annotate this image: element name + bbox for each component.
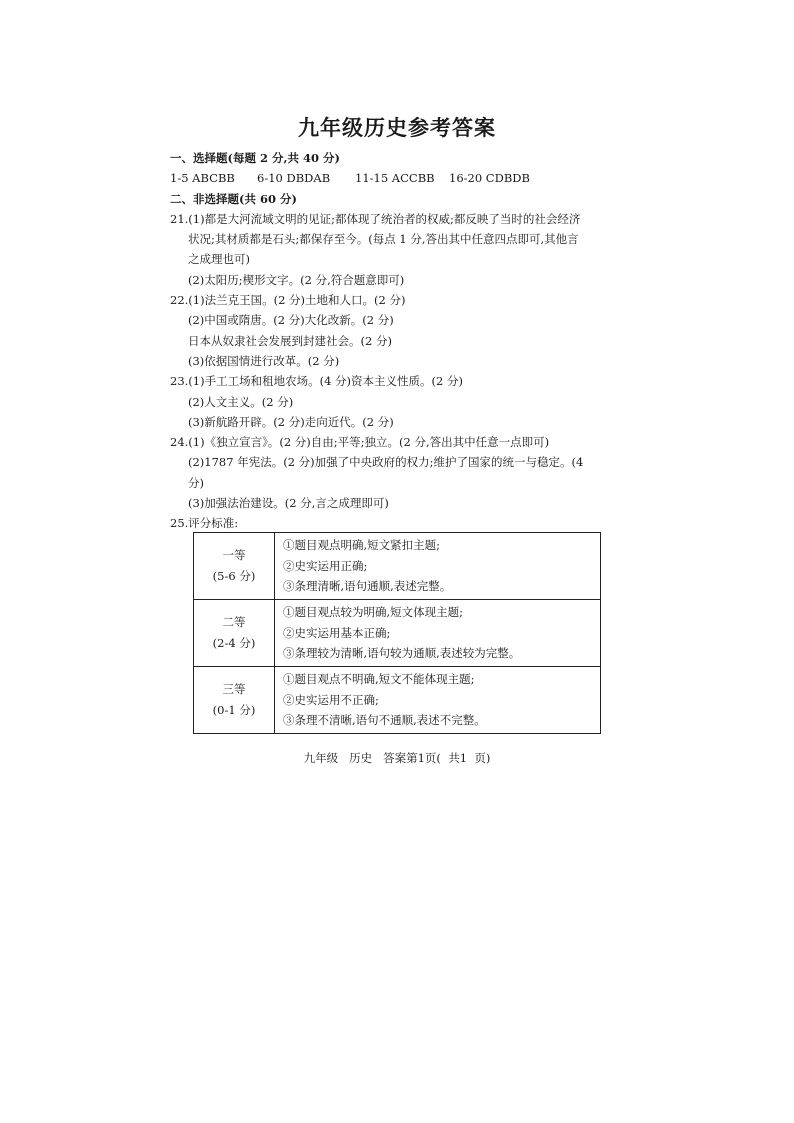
grade-range: (5-6 分) <box>212 569 256 583</box>
grade-cell <box>194 667 275 734</box>
q21-line4: (2)太阳历;楔形文字。(2 分,符合题意即可) <box>188 272 405 287</box>
grade-range: (0-1 分) <box>212 703 256 717</box>
q24-line1: 24.(1)《独立宣言》。(2 分)自由;平等;独立。(2 分,答出其中任意一点即可) <box>170 435 550 450</box>
multiple-choice-answers <box>170 168 640 188</box>
q22-line4: (3)依据国情进行改革。(2 分) <box>188 353 340 368</box>
mc-answer-1-5: 1-5 ABCBB <box>170 171 235 186</box>
page-title: 九年级历史参考答案 <box>298 115 496 140</box>
grade-name: 一等 <box>222 548 246 562</box>
q24-line2: (2)1787 年宪法。(2 分)加强了中央政府的权力;维护了国家的统一与稳定。(4 <box>188 455 584 470</box>
grade-range: (2-4 分) <box>212 636 256 650</box>
answer-content <box>170 148 640 534</box>
criteria-item: ②史实运用正确; <box>283 558 368 573</box>
section2-heading: 二、非选择题(共 60 分) <box>170 191 297 206</box>
q21-line3: 之成理也可) <box>188 252 250 267</box>
criteria-item: ①题目观点明确,短文紧扣主题; <box>283 538 441 553</box>
criteria-cell <box>275 533 601 600</box>
grade-name: 三等 <box>222 682 246 696</box>
q23-line1: 23.(1)手工工场和租地农场。(4 分)资本主义性质。(2 分) <box>170 374 463 389</box>
grade-cell <box>194 533 275 600</box>
q23-line2: (2)人文主义。(2 分) <box>188 394 294 409</box>
grading-row <box>194 533 601 600</box>
criteria-item: ②史实运用不正确; <box>283 692 379 707</box>
q22-line2: (2)中国或隋唐。(2 分)大化改新。(2 分) <box>188 313 394 328</box>
q21-line1: 21.(1)都是大河流域文明的见证;都体现了统治者的权威;都反映了当时的社会经济 <box>170 211 581 226</box>
criteria-item: ③条理清晰,语句通顺,表述完整。 <box>283 579 452 594</box>
grading-row <box>194 600 601 667</box>
criteria-cell <box>275 600 601 667</box>
q21-line2: 状况;其材质都是石头;都保存至今。(每点 1 分,答出其中任意四点即可,其他言 <box>188 232 579 247</box>
mc-answer-11-15: 11-15 ACCBB <box>355 171 435 186</box>
criteria-item: ①题目观点较为明确,短文体现主题; <box>283 605 464 620</box>
q24-line3: 分) <box>188 475 204 490</box>
q22-line3: 日本从奴隶社会发展到封建社会。(2 分) <box>188 333 392 348</box>
mc-answer-6-10: 6-10 DBDAB <box>257 171 331 186</box>
criteria-item: ③条理不清晰,语句不通顺,表述不完整。 <box>283 713 486 728</box>
page-footer: 九年级 历史 答案第1页( 共1 页) <box>303 751 491 765</box>
grade-name: 二等 <box>222 615 246 629</box>
criteria-item: ②史实运用基本正确; <box>283 625 391 640</box>
criteria-cell <box>275 667 601 734</box>
grading-standard-table <box>193 532 601 734</box>
mc-answer-16-20: 16-20 CDBDB <box>449 171 530 186</box>
grading-row <box>194 667 601 734</box>
q24-line4: (3)加强法治建设。(2 分,言之成理即可) <box>188 496 389 511</box>
grade-cell <box>194 600 275 667</box>
criteria-item: ③条理较为清晰,语句较为通顺,表述较为完整。 <box>283 646 521 661</box>
section1-heading: 一、选择题(每题 2 分,共 40 分) <box>170 151 340 165</box>
q23-line3: (3)新航路开辟。(2 分)走向近代。(2 分) <box>188 414 394 429</box>
q22-line1: 22.(1)法兰克王国。(2 分)土地和人口。(2 分) <box>170 293 406 308</box>
criteria-item: ①题目观点不明确,短文不能体现主题; <box>283 672 475 687</box>
q25-line1: 25.评分标准: <box>170 516 239 531</box>
